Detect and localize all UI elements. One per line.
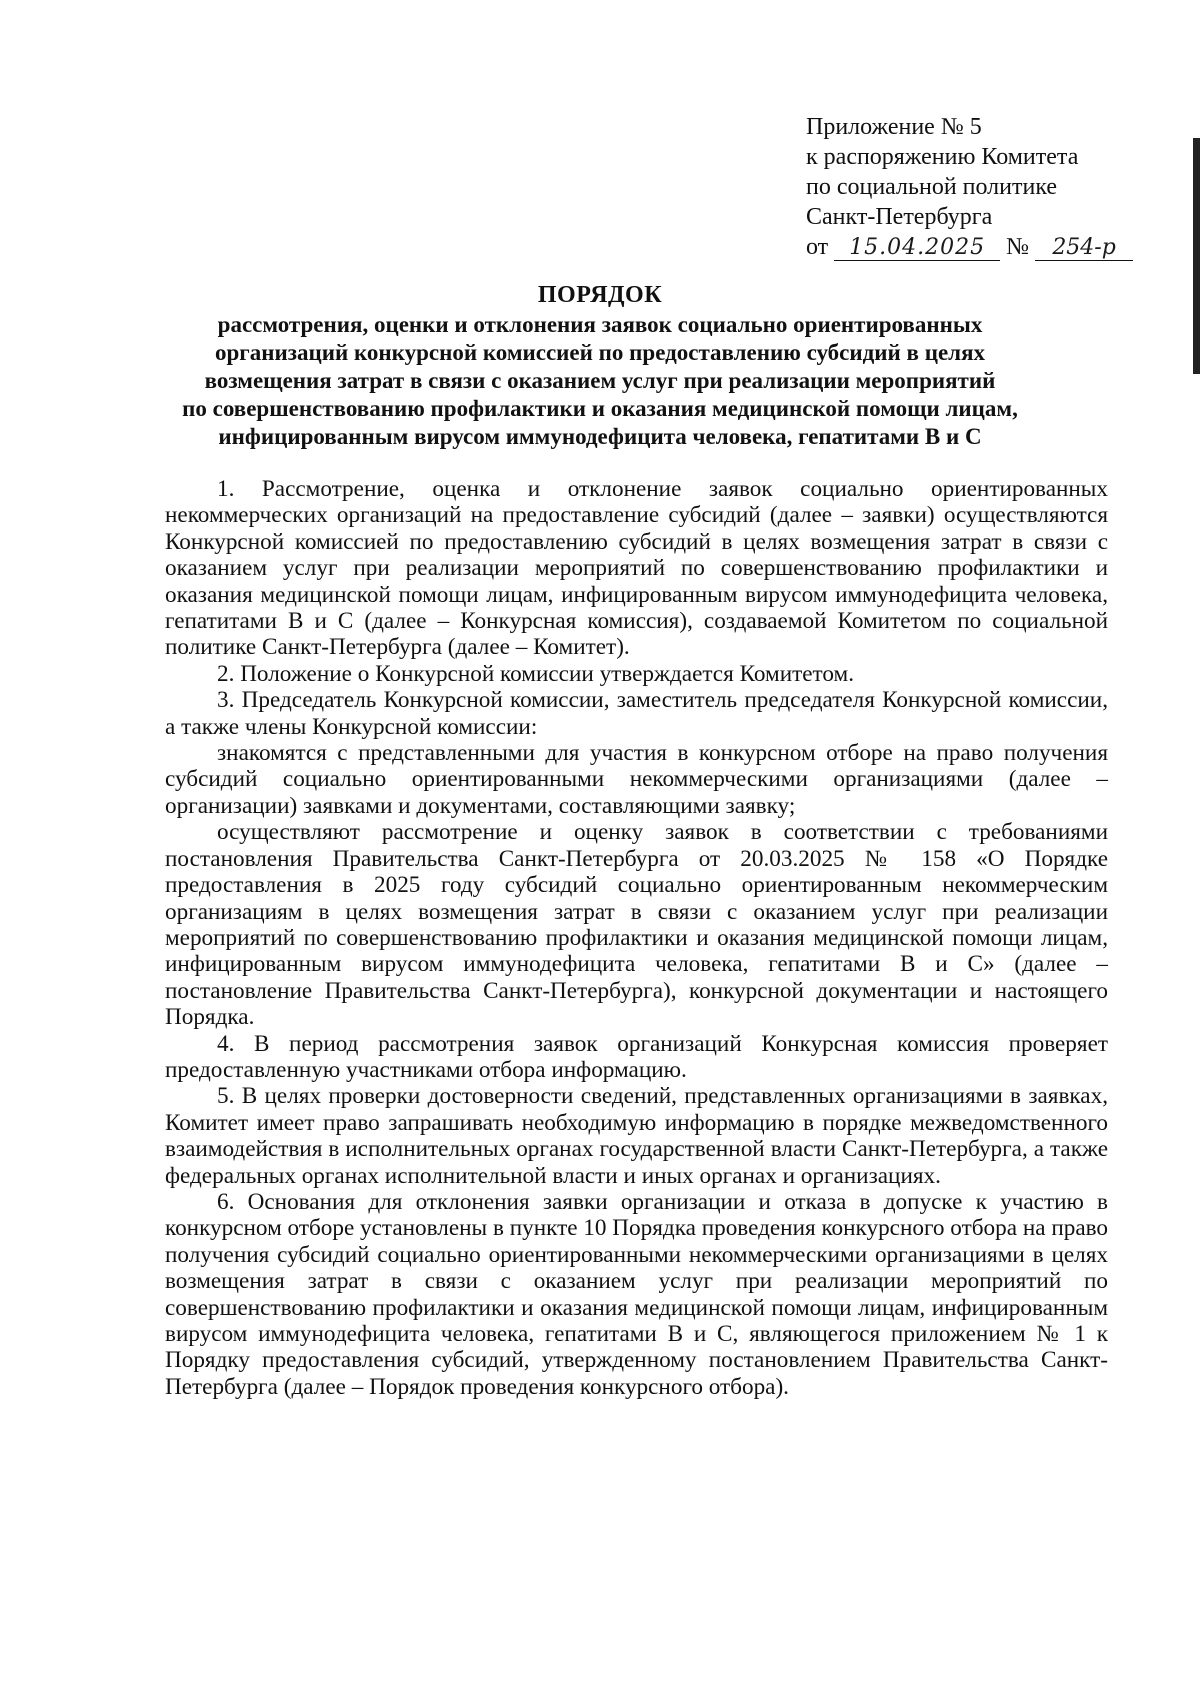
paragraph-2: 2. Положение о Конкурсной комиссии утверждается Комитетом.	[217, 660, 854, 687]
subtitle-line: инфицированным вирусом иммунодефицита человека, гепатитами B и C	[218, 424, 982, 449]
subtitle-line: организаций конкурсной комиссией по предоставлению субсидий в целях	[214, 340, 986, 365]
paragraph-3-item-2: осуществляют рассмотрение и оценку заявок в соответствии с требованиями постановления Правительства Санкт-Петербурга от 20.03.2025 № 158 «О Порядке предоставления в 2025 году субсидий социально ориентированным некоммерческим организациям в целях возмещения затрат в связи с оказанием услуг при реализации мероприятий по совершенствованию профилактики и оказания медицинской помощи лицам, инфицированным вирусом иммунодефицита человека, гепатитами B и C» (далее – постановление Правительства Санкт-Петербурга), конкурсной документации и настоящего Порядка.	[165, 819, 1109, 1031]
appendix-header	[806, 112, 1166, 262]
scan-edge-mark	[1193, 138, 1200, 374]
subtitle-line: возмещения затрат в связи с оказанием услуг при реализации мероприятий	[204, 368, 996, 393]
appendix-committee: по социальной политике	[806, 174, 1058, 200]
order-date-number-line	[806, 232, 1166, 262]
subtitle-line: по совершенствованию профилактики и оказания медицинской помощи лицам,	[182, 396, 1018, 421]
document-body	[165, 476, 1108, 1400]
date-prefix: от	[806, 234, 829, 260]
appendix-order-ref: к распоряжению Комитета	[806, 144, 1079, 170]
order-date-handwritten: 15.04.2025	[834, 236, 1000, 261]
appendix-city: Санкт-Петербурга	[806, 204, 993, 230]
number-prefix: №	[1006, 234, 1030, 260]
paragraph-5: 5. В целях проверки достоверности сведений, представленных организациями в заявках, Комитет имеет право запрашивать необходимую информацию в порядке межведомственного взаимодействия в исполнительных органах государственной власти Санкт-Петербурга, а также федеральных органах исполнительной власти и иных органах и организациях.	[165, 1083, 1108, 1189]
order-number-handwritten: 254-р	[1035, 236, 1133, 261]
paragraph-3: 3. Председатель Конкурсной комиссии, заместитель председателя Конкурсной комиссии, а также члены Конкурсной комиссии:	[165, 687, 1108, 740]
paragraph-1: 1. Рассмотрение, оценка и отклонение заявок социально ориентированных некоммерческих организаций на предоставление субсидий (далее – заявки) осуществляются Конкурсной комиссией по предоставлению субсидий в целях возмещения затрат в связи с оказанием услуг при реализации мероприятий по совершенствованию профилактики и оказания медицинской помощи лицам, инфицированным вирусом иммунодефицита человека, гепатитами B и C (далее – Конкурсная комиссия), создаваемой Комитетом по социальной политике Санкт-Петербурга (далее – Комитет).	[165, 476, 1108, 661]
document-title: ПОРЯДОК	[537, 282, 663, 308]
paragraph-4: 4. В период рассмотрения заявок организаций Конкурсная комиссия проверяет предоставленную участниками отбора информацию.	[165, 1030, 1108, 1083]
paragraph-3-item-1: знакомятся с представленными для участия в конкурсном отборе на право получения субсидий социально ориентированными некоммерческими организациями (далее – организации) заявками и документами, составляющими заявку;	[165, 740, 1108, 819]
appendix-number: Приложение № 5	[806, 114, 982, 140]
subtitle-line: рассмотрения, оценки и отклонения заявок социально ориентированных	[217, 312, 983, 337]
paragraph-6: 6. Основания для отклонения заявки организации и отказа в допуске к участию в конкурсном отборе установлены в пункте 10 Порядка проведения конкурсного отбора на право получения субсидий социально ориентированными некоммерческими организациями в целях возмещения затрат в связи с оказанием услуг при реализации мероприятий по совершенствованию профилактики и оказания медицинской помощи лицам, инфицированным вирусом иммунодефицита человека, гепатитами B и C, являющегося приложением № 1 к Порядку предоставления субсидий, утвержденному постановлением Правительства Санкт-Петербурга (далее – Порядок проведения конкурсного отбора).	[165, 1188, 1108, 1400]
document-subtitle	[150, 311, 1050, 451]
